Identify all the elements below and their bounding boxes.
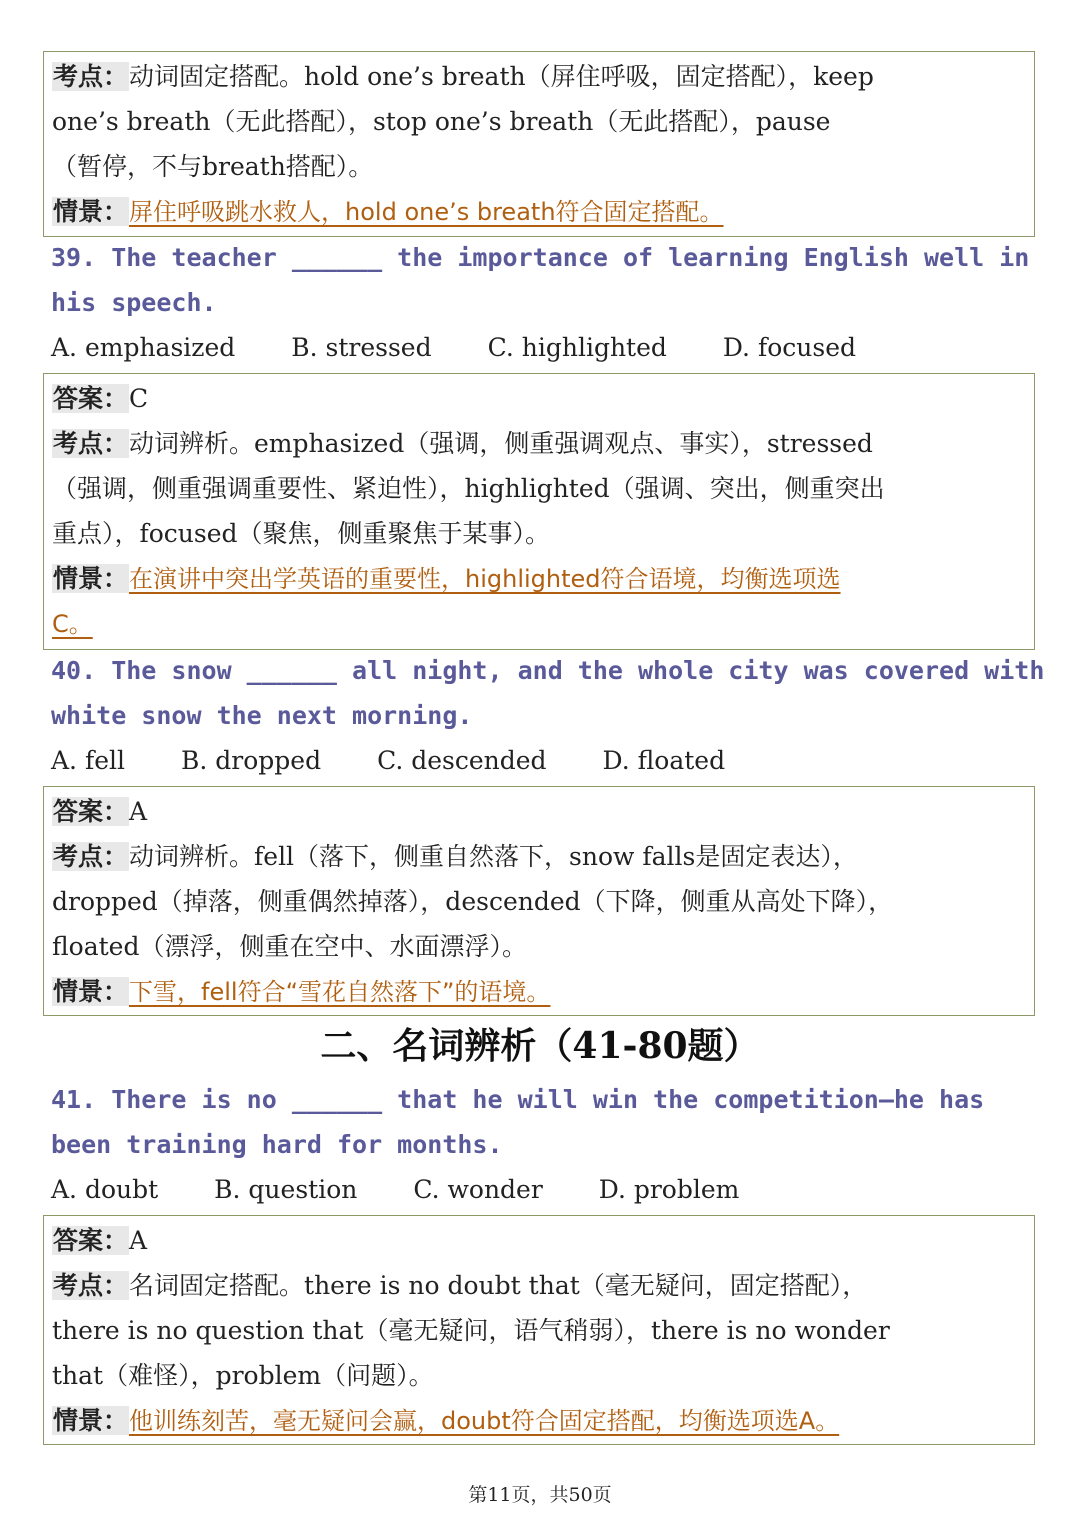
qingjing-line <box>52 1398 1026 1443</box>
qingjing-text: 屏住呼吸跳水救人，hold one’s breath符合固定搭配。 <box>129 198 724 226</box>
kaodian-tag: 考点： <box>53 429 129 458</box>
page-footer: 第11页，共50页 <box>468 1484 612 1506</box>
option-b: B. question <box>214 1175 358 1204</box>
kaodian-line <box>52 54 1026 99</box>
question-line: 40. The snow ______ all night, and the whole city was covered with <box>51 656 1045 685</box>
qingjing-line <box>52 601 1026 646</box>
kaodian-line: floated（漂浮，侧重在空中、水面漂浮）。 <box>52 932 527 961</box>
answer-tag: 答案： <box>53 384 129 413</box>
kaodian-line <box>52 834 1026 879</box>
kaodian-line: that（难怪），problem（问题）。 <box>52 1361 434 1390</box>
qingjing-tag: 情景： <box>53 564 129 593</box>
kaodian-text: 动词固定搭配。hold one’s breath（屏住呼吸，固定搭配），keep <box>129 62 874 91</box>
question-line: white snow the next morning. <box>51 701 473 730</box>
qingjing-line <box>52 969 1026 1014</box>
qingjing-text: 下雪，fell符合“雪花自然落下”的语境。 <box>129 978 551 1006</box>
qingjing-text: C。 <box>52 610 93 638</box>
qingjing-tag: 情景： <box>53 1406 129 1435</box>
qingjing-text: 他训练刻苦，毫无疑问会赢，doubt符合固定搭配，均衡选项选A。 <box>129 1407 840 1435</box>
answer-line <box>52 789 1026 834</box>
section-title: 二、名词辨析（41-80题） <box>320 1025 760 1067</box>
kaodian-line <box>52 421 1026 466</box>
answer-box-38 <box>43 51 1035 237</box>
option-d: D. problem <box>598 1175 740 1204</box>
option-b: B. stressed <box>291 333 432 362</box>
kaodian-tag: 考点： <box>53 842 129 871</box>
option-c: C. highlighted <box>487 333 667 362</box>
option-a: A. fell <box>51 746 125 775</box>
answer-tag: 答案： <box>53 1226 129 1255</box>
answer-line <box>52 376 1026 421</box>
answer-box-41 <box>43 1215 1035 1445</box>
answer-tag: 答案： <box>53 797 129 826</box>
options-40 <box>51 738 781 783</box>
kaodian-text: 动词辨析。emphasized（强调，侧重强调观点、事实），stressed <box>129 429 873 458</box>
question-line: 39. The teacher ______ the importance of learning English well in <box>51 243 1030 272</box>
question-line: 41. There is no ______ that he will win the competition—he has <box>51 1085 985 1114</box>
qingjing-tag: 情景： <box>53 197 129 226</box>
kaodian-line <box>52 1263 1026 1308</box>
qingjing-line <box>52 189 1026 234</box>
kaodian-tag: 考点： <box>53 1271 129 1300</box>
kaodian-line: dropped（掉落，侧重偶然掉落），descended（下降，侧重从高处下降）， <box>52 887 894 916</box>
option-d: D. focused <box>722 333 856 362</box>
question-40 <box>51 648 1045 738</box>
answer-value: A <box>129 797 148 826</box>
options-39 <box>51 325 912 370</box>
option-a: A. emphasized <box>51 333 236 362</box>
answer-value: A <box>129 1226 148 1255</box>
question-line: been training hard for months. <box>51 1130 503 1159</box>
kaodian-line: 重点），focused（聚焦，侧重聚焦于某事）。 <box>52 519 551 548</box>
option-c: C. wonder <box>413 1175 543 1204</box>
kaodian-text: 名词固定搭配。there is no doubt that（毫无疑问，固定搭配）， <box>129 1271 868 1300</box>
options-41 <box>51 1167 795 1212</box>
option-c: C. descended <box>377 746 547 775</box>
question-39 <box>51 235 1036 325</box>
kaodian-line: one’s breath（无此搭配），stop one’s breath（无此搭配），pause <box>52 107 831 136</box>
option-a: A. doubt <box>51 1175 159 1204</box>
kaodian-line: there is no question that（毫无疑问，语气稍弱），there is no wonder <box>52 1316 890 1345</box>
option-b: B. dropped <box>181 746 322 775</box>
kaodian-line: （强调，侧重强调重要性、紧迫性），highlighted（强调、突出，侧重突出 <box>52 474 885 503</box>
answer-line <box>52 1218 1026 1263</box>
question-41 <box>51 1077 1036 1167</box>
qingjing-line <box>52 556 1026 601</box>
answer-box-39 <box>43 373 1035 650</box>
kaodian-text: 动词辨析。fell（落下，侧重自然落下，snow falls是固定表达）， <box>129 842 858 871</box>
answer-box-40 <box>43 786 1035 1016</box>
answer-value: C <box>129 384 149 413</box>
kaodian-tag: 考点： <box>53 62 129 91</box>
qingjing-tag: 情景： <box>53 977 129 1006</box>
question-line: his speech. <box>51 288 217 317</box>
option-d: D. floated <box>602 746 726 775</box>
kaodian-line: （暂停，不与breath搭配）。 <box>52 152 374 181</box>
qingjing-text: 在演讲中突出学英语的重要性，highlighted符合语境，均衡选项选 <box>129 565 841 593</box>
